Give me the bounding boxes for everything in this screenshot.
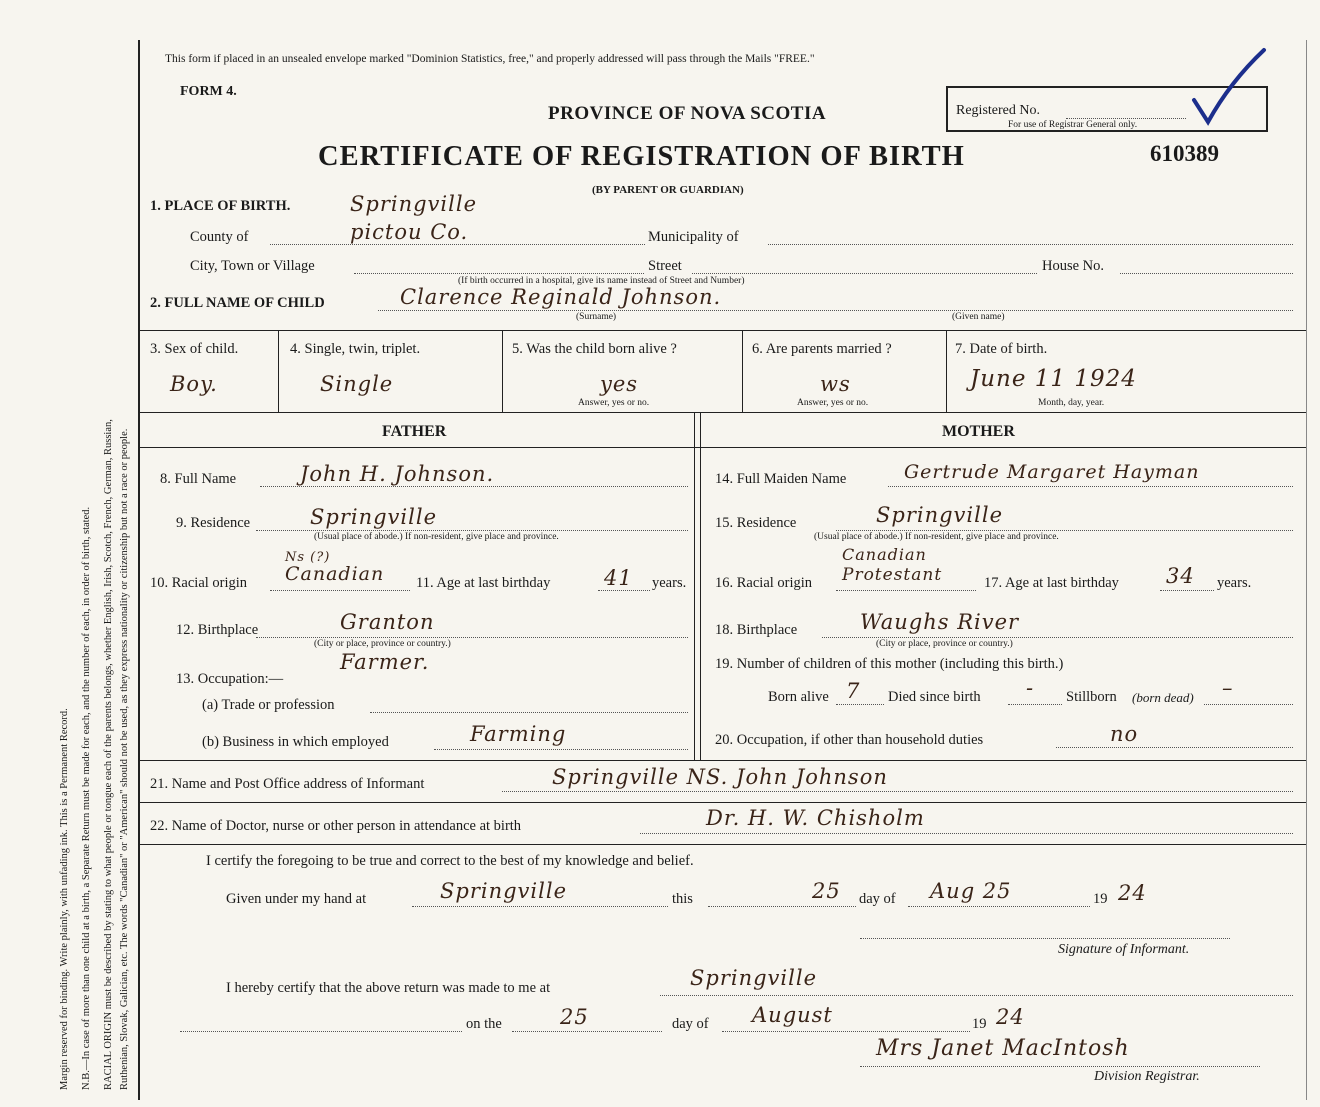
stillborn-label: Stillborn xyxy=(1066,689,1117,705)
registrar-year-value: 24 xyxy=(996,1005,1025,1029)
father-name-label: 8. Full Name xyxy=(160,471,237,487)
given-label: Given under my hand at xyxy=(226,891,367,907)
parents-divider-a xyxy=(694,412,695,760)
mother-name-value: Gertrude Margaret Hayman xyxy=(904,461,1200,483)
registrar-signature: Mrs Janet MacIntosh xyxy=(876,1036,1130,1061)
father-occupation-label: 13. Occupation:— xyxy=(176,671,284,687)
headings-rule xyxy=(140,447,1306,448)
father-residence-value: Springville xyxy=(310,505,437,529)
father-name-value: John H. Johnson. xyxy=(300,462,495,486)
mother-racial-value: Protestant xyxy=(842,565,943,585)
margin-racial-note-1: RACIAL ORIGIN must be described by stating to what people or tongue each of the parents belongs, whether English, Irish, Scotch, French, German, Russian, xyxy=(103,419,114,1090)
stillborn-line xyxy=(1204,704,1293,705)
business-value: Farming xyxy=(470,722,567,746)
father-birthplace-label: 12. Birthplace xyxy=(176,622,259,638)
row3-div-4 xyxy=(946,330,947,412)
province-heading: PROVINCE OF NOVA SCOTIA xyxy=(548,103,827,124)
mother-age-label: 17. Age at last birthday xyxy=(984,575,1119,591)
registrar-place-line xyxy=(660,995,1293,996)
house-label: House No. xyxy=(1042,258,1105,274)
mother-age-line xyxy=(1160,590,1214,591)
plurality-value: Single xyxy=(320,372,394,396)
mother-birthplace-label: 18. Birthplace xyxy=(715,622,798,638)
certify-month-value: Aug 25 xyxy=(930,879,1012,903)
registrar-note: For use of Registrar General only. xyxy=(1008,120,1138,130)
registrar-lead-line xyxy=(180,1031,462,1032)
doctor-label: 22. Name of Doctor, nurse or other person in attendance at birth xyxy=(150,818,522,834)
father-occupation-value: Farmer. xyxy=(340,650,430,674)
father-residence-label: 9. Residence xyxy=(176,515,251,531)
stillborn-value: – xyxy=(1222,676,1234,700)
born-alive-count-label: Born alive xyxy=(768,689,829,705)
father-residence-line xyxy=(256,530,688,531)
street-label: Street xyxy=(648,258,682,274)
died-line xyxy=(1008,704,1062,705)
mother-occupation-label: 20. Occupation, if other than household duties xyxy=(715,732,984,748)
born-alive-count-line xyxy=(836,704,884,705)
certify-statement: I certify the foregoing to be true and correct to the best of my knowledge and belief. xyxy=(206,853,694,869)
born-alive-count-value: 7 xyxy=(846,679,861,703)
mother-residence-line xyxy=(836,530,1293,531)
dob-value: June 11 1924 xyxy=(970,366,1137,392)
informant-value: Springville NS. John Johnson xyxy=(552,765,888,789)
informant-signature-line xyxy=(860,938,1230,939)
frame-left xyxy=(138,40,140,1100)
municipality-line xyxy=(768,244,1293,245)
father-racial-extra: Ns (?) xyxy=(285,550,331,565)
mother-heading: MOTHER xyxy=(942,423,1015,440)
father-years-label: years. xyxy=(652,575,687,591)
certificate-number: 610389 xyxy=(1150,141,1219,166)
this-label: this xyxy=(672,891,693,907)
father-heading: FATHER xyxy=(382,423,447,440)
house-line xyxy=(1120,273,1293,274)
mother-residence-note: (Usual place of abode.) If non-resident, give place and province. xyxy=(814,532,1059,542)
father-racial-line xyxy=(270,590,410,591)
doctor-value: Dr. H. W. Chisholm xyxy=(706,806,925,830)
father-name-line xyxy=(260,486,688,487)
trade-label: (a) Trade or profession xyxy=(202,697,335,713)
certify-day-of-label: day of xyxy=(859,891,896,907)
plurality-label: 4. Single, twin, triplet. xyxy=(290,341,421,357)
on-the-label: on the xyxy=(466,1016,502,1032)
father-birthplace-note: (City or place, province or country.) xyxy=(314,639,451,649)
form-number: FORM 4. xyxy=(180,84,237,99)
given-place-value: Springville xyxy=(440,879,567,903)
mother-birthplace-line xyxy=(822,637,1293,638)
mother-name-label: 14. Full Maiden Name xyxy=(715,471,847,487)
sex-value: Boy. xyxy=(170,372,218,396)
born-alive-label: 5. Was the child born alive ? xyxy=(512,341,677,357)
business-label: (b) Business in which employed xyxy=(202,734,389,750)
county-value: pictou Co. xyxy=(350,220,469,244)
certify-month-line xyxy=(908,906,1090,907)
registrar-statement: I hereby certify that the above return was made to me at xyxy=(226,980,551,996)
certify-day-line xyxy=(708,906,856,907)
mother-years-label: years. xyxy=(1217,575,1252,591)
dob-note: Month, day, year. xyxy=(1038,398,1105,408)
informant-line xyxy=(502,791,1293,792)
died-label: Died since birth xyxy=(888,689,981,705)
registrar-signature-line xyxy=(860,1066,1260,1067)
married-label: 6. Are parents married ? xyxy=(752,341,892,357)
city-label: City, Town or Village xyxy=(190,258,315,274)
municipality-label: Municipality of xyxy=(648,229,739,245)
checkmark-icon xyxy=(1190,42,1270,132)
married-value: ws xyxy=(820,372,851,396)
surname-note: (Surname) xyxy=(576,312,617,322)
certify-year-value: 24 xyxy=(1118,881,1147,905)
mother-occupation-value: no xyxy=(1110,722,1139,746)
father-age-line xyxy=(598,590,650,591)
mother-birthplace-value: Waughs River xyxy=(860,610,1020,634)
father-racial-value: Canadian xyxy=(285,563,385,585)
sex-label: 3. Sex of child. xyxy=(150,341,239,357)
child-name-label: 2. FULL NAME OF CHILD xyxy=(150,295,325,311)
parents-top-rule xyxy=(140,412,1306,413)
mother-racial-extra: Canadian xyxy=(842,545,927,564)
margin-racial-note-2: Ruthenian, Slovak, Galician, etc. The words "Canadian" or "American" should not be used, as they express nationality or citizenship but not a race or people. xyxy=(119,428,130,1090)
row3-top-rule xyxy=(140,330,1306,331)
dob-label: 7. Date of birth. xyxy=(955,341,1048,357)
mother-residence-label: 15. Residence xyxy=(715,515,797,531)
mother-age-value: 34 xyxy=(1166,564,1195,588)
subtitle: (BY PARENT OR GUARDIAN) xyxy=(592,184,744,196)
mother-residence-value: Springville xyxy=(876,503,1003,527)
given-place-line xyxy=(412,906,668,907)
lower-rule-1 xyxy=(140,760,1306,761)
father-age-value: 41 xyxy=(604,566,633,590)
lower-rule-2 xyxy=(140,802,1306,803)
street-line xyxy=(692,273,1037,274)
given-name-note: (Given name) xyxy=(952,312,1005,322)
registrar-month-line xyxy=(722,1031,970,1032)
lower-rule-3 xyxy=(140,844,1306,845)
died-value: - xyxy=(1026,676,1035,700)
father-birthplace-line xyxy=(256,637,688,638)
margin-nb-note: N.B.—In case of more than one child at a birth, a Separate Return must be made for each, and the number of each, in order of birth, stated. xyxy=(81,506,92,1090)
mother-racial-line xyxy=(836,590,976,591)
row3-div-2 xyxy=(502,330,503,412)
children-count-label: 19. Number of children of this mother (including this birth.) xyxy=(715,656,1064,672)
born-alive-value: yes xyxy=(600,372,639,396)
registrar-day-of-label: day of xyxy=(672,1016,709,1032)
certificate-title: CERTIFICATE OF REGISTRATION OF BIRTH xyxy=(318,141,965,172)
registered-label: Registered No. xyxy=(956,103,1040,118)
married-note: Answer, yes or no. xyxy=(797,398,869,408)
registered-line xyxy=(1066,118,1186,119)
county-label: County of xyxy=(190,229,249,245)
registrar-day-line xyxy=(512,1031,662,1032)
frame-right xyxy=(1306,40,1307,1100)
father-birthplace-value: Granton xyxy=(340,610,435,634)
registrar-year-prefix: 19 xyxy=(972,1016,987,1032)
parents-divider-b xyxy=(700,412,701,760)
informant-signature-label: Signature of Informant. xyxy=(1058,942,1190,957)
row3-div-1 xyxy=(278,330,279,412)
business-line xyxy=(434,749,688,750)
informant-label: 21. Name and Post Office address of Informant xyxy=(150,776,425,792)
father-residence-note: (Usual place of abode.) If non-resident, give place and province. xyxy=(314,532,559,542)
father-age-label: 11. Age at last birthday xyxy=(416,575,551,591)
trade-line xyxy=(370,712,688,713)
doctor-line xyxy=(640,833,1293,834)
mother-name-line xyxy=(888,486,1293,487)
alive-note: Answer, yes or no. xyxy=(578,398,650,408)
registrar-place-value: Springville xyxy=(690,966,817,990)
hospital-note: (If birth occurred in a hospital, give its name instead of Street and Number) xyxy=(458,276,745,286)
certify-year-prefix: 19 xyxy=(1093,891,1108,907)
certify-day-value: 25 xyxy=(812,879,841,903)
place-label: 1. PLACE OF BIRTH. xyxy=(150,198,291,214)
father-racial-label: 10. Racial origin xyxy=(150,575,248,591)
mother-birthplace-note: (City or place, province or country.) xyxy=(876,639,1013,649)
county-line xyxy=(270,244,645,245)
margin-binding-note: Margin reserved for binding. Write plainly, with unfading ink. This is a Permanent Record. xyxy=(59,708,70,1090)
registrar-month-value: August xyxy=(752,1003,833,1027)
child-name-value: Clarence Reginald Johnson. xyxy=(400,285,722,309)
stillborn-note: (born dead) xyxy=(1132,690,1194,705)
postal-notice: This form if placed in an unsealed envelope marked "Dominion Statistics, free," and properly addressed will pass through the Mails "FREE." xyxy=(165,53,815,65)
row3-div-3 xyxy=(742,330,743,412)
division-registrar-label: Division Registrar. xyxy=(1094,1069,1200,1084)
mother-racial-label: 16. Racial origin xyxy=(715,575,813,591)
mother-occupation-line xyxy=(1056,747,1293,748)
registrar-day-value: 25 xyxy=(560,1005,589,1029)
city-line xyxy=(354,273,644,274)
child-name-line xyxy=(378,310,1293,311)
place-value: Springville xyxy=(350,192,477,216)
